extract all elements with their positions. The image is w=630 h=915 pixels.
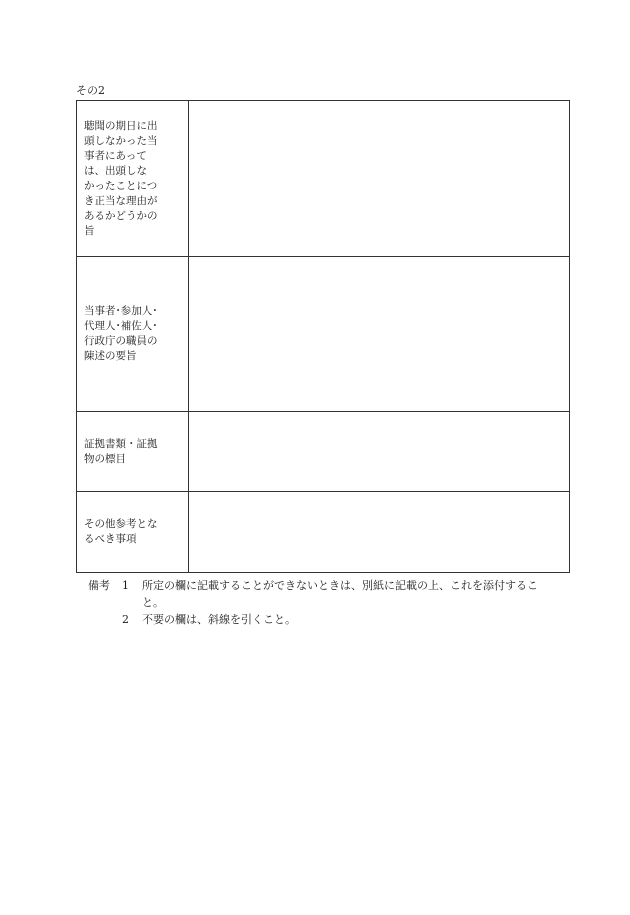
note-text: 所定の欄に記載することができないときは、別紙に記載の上、これを添付すること。 [142, 579, 538, 609]
page-label: その2 [76, 84, 105, 97]
row-label-text: 当事者･参加人･ 代理人･補佐人･ 行政庁の職員の 陳述の要旨 [84, 305, 158, 362]
row-value-other-matters[interactable] [189, 492, 570, 573]
row-label-text: 証拠書類・証拠 物の標目 [84, 437, 158, 465]
notes-section [88, 577, 558, 628]
row-label-text: 聴聞の期日に出 頭しなかった当 事者にあって は、出頭しな かったことにつ き正当な理由が あるかどうかの 旨 [84, 119, 158, 237]
table-row [77, 412, 570, 492]
hearing-record-table [76, 100, 570, 573]
note-number: 2 [122, 613, 129, 626]
row-value-absence-reason[interactable] [189, 101, 570, 257]
row-label-absence-reason [77, 101, 189, 257]
note-item [88, 611, 558, 628]
row-label-text: その他参考とな るべき事項 [84, 518, 158, 545]
row-value-statements[interactable] [189, 257, 570, 412]
row-label-evidence [77, 412, 189, 492]
table-row [77, 492, 570, 573]
row-value-evidence[interactable] [189, 412, 570, 492]
notes-heading: 備考 [88, 579, 110, 592]
row-label-statements [77, 257, 189, 412]
table-row [77, 257, 570, 412]
row-label-other-matters [77, 492, 189, 573]
note-text: 不要の欄は、斜線を引くこと。 [142, 613, 296, 626]
table-row [77, 101, 570, 257]
note-item [88, 577, 558, 611]
note-number: 1 [122, 579, 129, 592]
